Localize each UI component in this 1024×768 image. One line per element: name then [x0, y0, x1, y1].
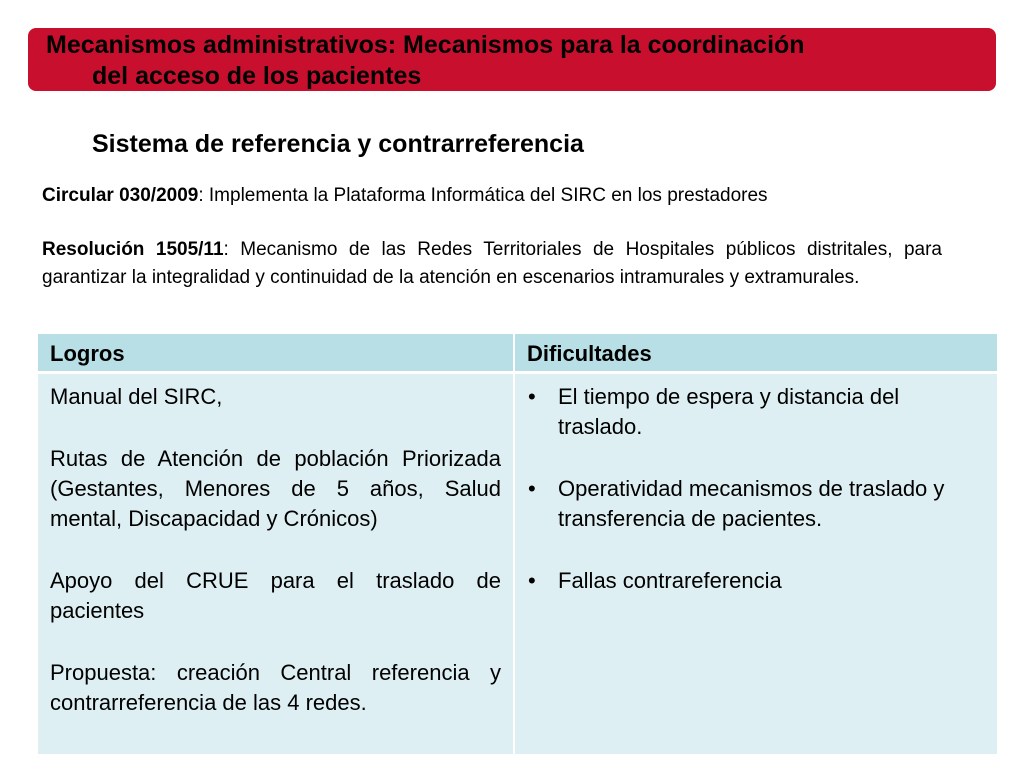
dificultades-list	[525, 382, 987, 596]
title-line-1: Mecanismos administrativos: Mecanismos para la coordinación	[46, 31, 805, 59]
circular-paragraph	[42, 182, 942, 210]
page-subtitle: Sistema de referencia y contrarreferencia	[92, 130, 584, 158]
dificultades-item	[525, 566, 987, 596]
logros-item: Propuesta: creación Central referencia y contrarreferencia de las 4 redes.	[50, 660, 501, 715]
title-line-2: del acceso de los pacientes	[92, 62, 422, 90]
dificultades-item	[525, 474, 987, 534]
dificultades-cell	[513, 374, 997, 754]
resolucion-text: : Mecanismo de las Redes Territoriales de Hospitales públicos distritales, para garantizar la integralidad y continuidad de la atención en escenarios intramurales y extramurales.	[42, 239, 942, 288]
dificultades-item-text: El tiempo de espera y distancia del traslado.	[558, 384, 900, 439]
table-header-logros: Logros	[38, 334, 513, 374]
bullet-icon: •	[528, 384, 536, 409]
dificultades-item-text: Fallas contrareferencia	[558, 568, 782, 593]
resolucion-label: Resolución 1505/11	[42, 239, 224, 260]
bullet-icon: •	[528, 568, 536, 593]
title-bar	[28, 28, 996, 91]
logros-cell	[38, 374, 513, 754]
dificultades-item-text: Operatividad mecanismos de traslado y transferencia de pacientes.	[558, 476, 945, 531]
circular-label: Circular 030/2009	[42, 185, 199, 206]
table-header-dificultades: Dificultades	[513, 334, 997, 374]
logros-item: Rutas de Atención de población Priorizada (Gestantes, Menores de 5 años, Salud mental, Discapacidad y Crónicos)	[50, 446, 501, 531]
logros-dificultades-table	[38, 334, 997, 754]
resolucion-paragraph	[42, 236, 942, 292]
bullet-icon: •	[528, 476, 536, 501]
logros-item: Manual del SIRC,	[50, 384, 223, 409]
circular-text: : Implementa la Plataforma Informática del SIRC en los prestadores	[198, 185, 768, 206]
dificultades-item	[525, 382, 987, 442]
logros-item: Apoyo del CRUE para el traslado de pacientes	[50, 568, 501, 623]
